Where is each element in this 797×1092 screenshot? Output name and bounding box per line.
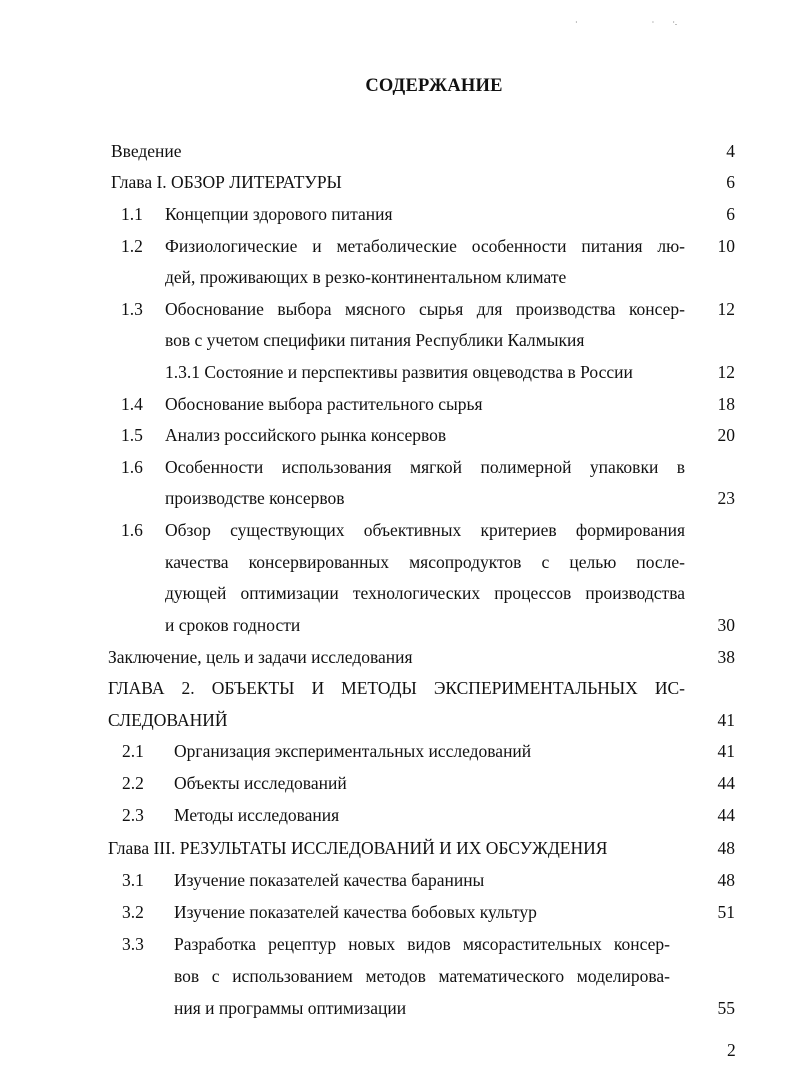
toc-entry-3-1: 3.1 Изучение показателей качества баранины 48 <box>122 870 735 890</box>
toc-entry-3-3: 3.3 Разработка рецептур новых видов мясорастительных консер- <box>122 934 670 954</box>
toc-entry-1-3-cont: вов с учетом специфики питания Республики Калмыкия <box>165 330 585 350</box>
toc-entry-1-6-packaging: 1.6 Особенности использования мягкой полимерной упаковки в <box>121 457 685 477</box>
page-title: СОДЕРЖАНИЕ <box>365 76 503 96</box>
toc-entry-1-6-packaging-cont: производстве консервов 23 <box>165 488 735 508</box>
toc-entry-1-2: 1.2 Физиологические и метаболические особенности питания лю- 10 <box>121 236 735 256</box>
toc-entry-chapter-3: Глава III. РЕЗУЛЬТАТЫ ИССЛЕДОВАНИЙ И ИХ ОБСУЖДЕНИЯ 48 <box>108 838 735 858</box>
toc-entry-2-2: 2.2 Объекты исследований 44 <box>122 773 735 793</box>
toc-entry-conclusion: Заключение, цель и задачи исследования 38 <box>108 647 735 667</box>
page-number: 2 <box>727 1040 736 1060</box>
toc-entry-3-2: 3.2 Изучение показателей качества бобовых культур 51 <box>122 902 735 922</box>
toc-entry-chapter-2: ГЛАВА 2. ОБЪЕКТЫ И МЕТОДЫ ЭКСПЕРИМЕНТАЛЬНЫХ ИС- <box>108 678 685 698</box>
toc-entry-1-1: 1.1 Концепции здорового питания 6 <box>121 204 735 224</box>
toc-entry-1-4: 1.4 Обоснование выбора растительного сырья 18 <box>121 394 735 414</box>
toc-entry-1-6-criteria-cont-1: качества консервированных мясопродуктов с целью после- <box>165 552 685 572</box>
toc-entry-1-5: 1.5 Анализ российского рынка консервов 20 <box>121 425 735 445</box>
toc-entry-1-3-1: 1.3.1 Состояние и перспективы развития овцеводства в России 12 <box>165 362 735 382</box>
toc-entry-1-3: 1.3 Обоснование выбора мясного сырья для производства консер- 12 <box>121 299 735 319</box>
toc-entry-chapter-1: Глава I. ОБЗОР ЛИТЕРАТУРЫ 6 <box>111 172 735 192</box>
toc-entry-2-1: 2.1 Организация экспериментальных исследований 41 <box>122 741 735 761</box>
toc-entry-introduction: Введение 4 <box>111 141 735 161</box>
toc-entry-chapter-2-cont: СЛЕДОВАНИЙ 41 <box>108 710 735 730</box>
toc-entry-2-3: 2.3 Методы исследования 44 <box>122 805 735 825</box>
toc-entry-1-2-cont: дей, проживающих в резко-континентальном климате <box>165 267 567 287</box>
toc-entry-1-6-criteria-cont-2: дующей оптимизации технологических процессов производства <box>165 583 685 603</box>
toc-entry-1-6-criteria: 1.6 Обзор существующих объективных критериев формирования <box>121 520 685 540</box>
scan-specks: · · ·. <box>575 18 677 27</box>
toc-entry-3-3-cont-2: ния и программы оптимизации 55 <box>174 998 735 1018</box>
toc-entry-1-6-criteria-cont-3: и сроков годности 30 <box>165 615 735 635</box>
toc-entry-3-3-cont-1: вов с использованием методов математического моделирова- <box>174 966 670 986</box>
